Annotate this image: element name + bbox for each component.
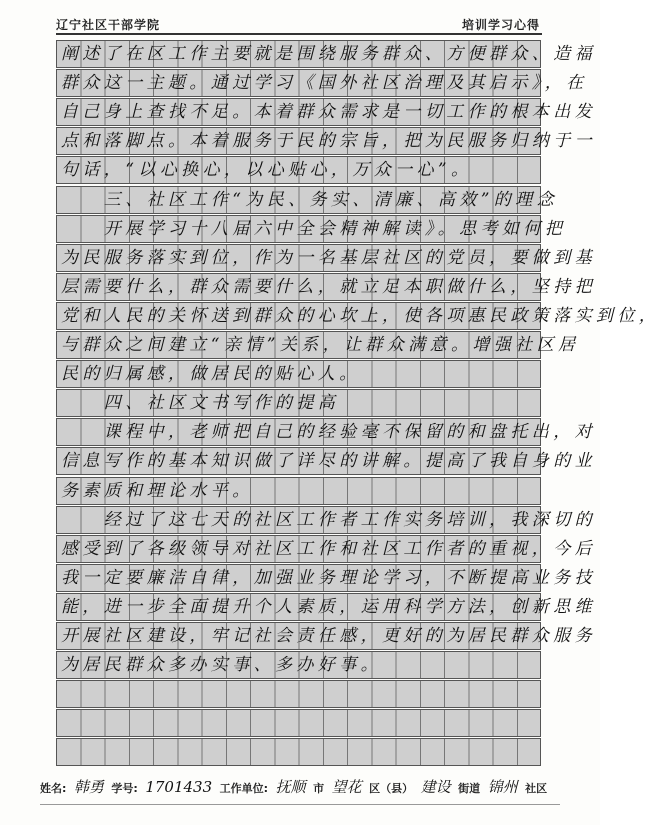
handwritten-line: 层需要什么，群众需要什么，就立足本职做什么，坚持把 <box>61 276 596 297</box>
grid-row <box>56 622 596 650</box>
grid-row <box>56 593 596 621</box>
grid-row <box>56 738 541 766</box>
handwritten-line: 阐述了在区工作主要就是围绕服务群众、方便群众、造福 <box>61 44 596 64</box>
handwritten-line: 民的归属感，做居民的贴心人。 <box>61 364 361 385</box>
city-suffix: 市 <box>313 782 325 795</box>
handwritten-line: 为居民群众多办实事、多办好事。 <box>61 655 382 676</box>
community-suffix: 社区 <box>525 782 548 795</box>
handwritten-line: 课程中，老师把自己的经验毫不保留的和盘托出，对 <box>61 422 596 443</box>
district-suffix: 区（县） <box>369 782 414 795</box>
handwritten-line: 点和落脚点。本着服务于民的宗旨，把为民服务归纳于一 <box>61 131 596 152</box>
handwritten-line: 感受到了各级领导对社区工作和社区工作者的重视，今后 <box>61 538 596 559</box>
grid-row <box>56 564 596 592</box>
handwritten-line: 党和人民的关怀送到群众的心坎上，使各项惠民政策落实到位， <box>61 305 660 326</box>
grid-row <box>56 215 567 243</box>
grid-row <box>56 302 660 330</box>
footer-info <box>40 776 570 806</box>
grid-row <box>56 477 541 505</box>
grid-row <box>56 680 541 708</box>
handwritten-line: 我一定要廉洁自律，加强业务理论学习，不断提高业务技 <box>61 567 596 588</box>
institution-name: 辽宁社区干部学院 <box>56 18 161 32</box>
street-suffix: 街道 <box>458 782 481 795</box>
community-value: 锦州 <box>487 778 518 796</box>
handwritten-line: 与群众之间建立“亲情”关系，让群众满意。增强社区居 <box>61 335 580 355</box>
footer-underline <box>40 804 560 805</box>
handwritten-line: 为民服务落实到位，作为一名基层社区的党员，要做到基 <box>61 247 596 268</box>
name-label: 姓名: <box>40 782 67 795</box>
grid-row <box>56 40 596 68</box>
name-value: 韩勇 <box>73 778 104 796</box>
grid-row <box>56 418 596 446</box>
student-id-value: 1701433 <box>145 778 213 796</box>
student-id-label: 学号: <box>111 782 138 795</box>
city-value: 抚顺 <box>275 778 306 796</box>
grid-row <box>56 186 558 214</box>
handwritten-line: 能，进一步全面提升个人素质，运用科学方法，创新思维 <box>61 596 596 617</box>
grid-row <box>56 389 541 417</box>
grid-row <box>56 69 588 97</box>
grid-row <box>56 535 596 563</box>
grid-row <box>56 447 596 475</box>
grid-row <box>56 331 580 359</box>
grid-row <box>56 127 596 155</box>
handwritten-line: 务素质和理论水平。 <box>61 480 254 501</box>
grid-row <box>56 360 541 388</box>
grid-row <box>56 244 596 272</box>
handwritten-line: 开展学习十八届六中全会精神解读》。思考如何把 <box>61 218 567 239</box>
handwritten-line: 开展社区建设，牢记社会责任感，更好的为居民群众服务 <box>61 626 596 646</box>
handwritten-line: 句话，“以心换心，以心贴心，万众一心”。 <box>61 160 473 181</box>
grid-row <box>56 651 541 679</box>
handwritten-line: 经过了这七天的社区工作者工作实务培训，我深切的 <box>61 509 596 530</box>
work-unit-label: 工作单位: <box>219 782 269 795</box>
grid-row <box>56 273 596 301</box>
street-value: 建设 <box>420 778 451 796</box>
document-type: 培训学习心得 <box>461 18 540 32</box>
grid-row <box>56 506 596 534</box>
grid-row <box>56 709 541 737</box>
handwritten-line: 三、社区工作“为民、务实、清廉、高效”的理念 <box>61 189 558 210</box>
writing-grid <box>56 40 660 768</box>
handwritten-line: 信息写作的基本知识做了详尽的讲解。提高了我自身的业 <box>61 451 596 472</box>
handwritten-line: 自己身上查找不足。本着群众需求是一切工作的根本出发 <box>61 102 596 123</box>
header-divider <box>56 33 542 35</box>
grid-row <box>56 156 541 184</box>
grid-row <box>56 98 596 126</box>
district-value: 望花 <box>331 778 362 796</box>
handwritten-line: 四、社区文书写作的提高 <box>61 393 340 414</box>
handwritten-line: 群众这一主题。通过学习《国外社区治理及其启示》，在 <box>61 73 588 94</box>
